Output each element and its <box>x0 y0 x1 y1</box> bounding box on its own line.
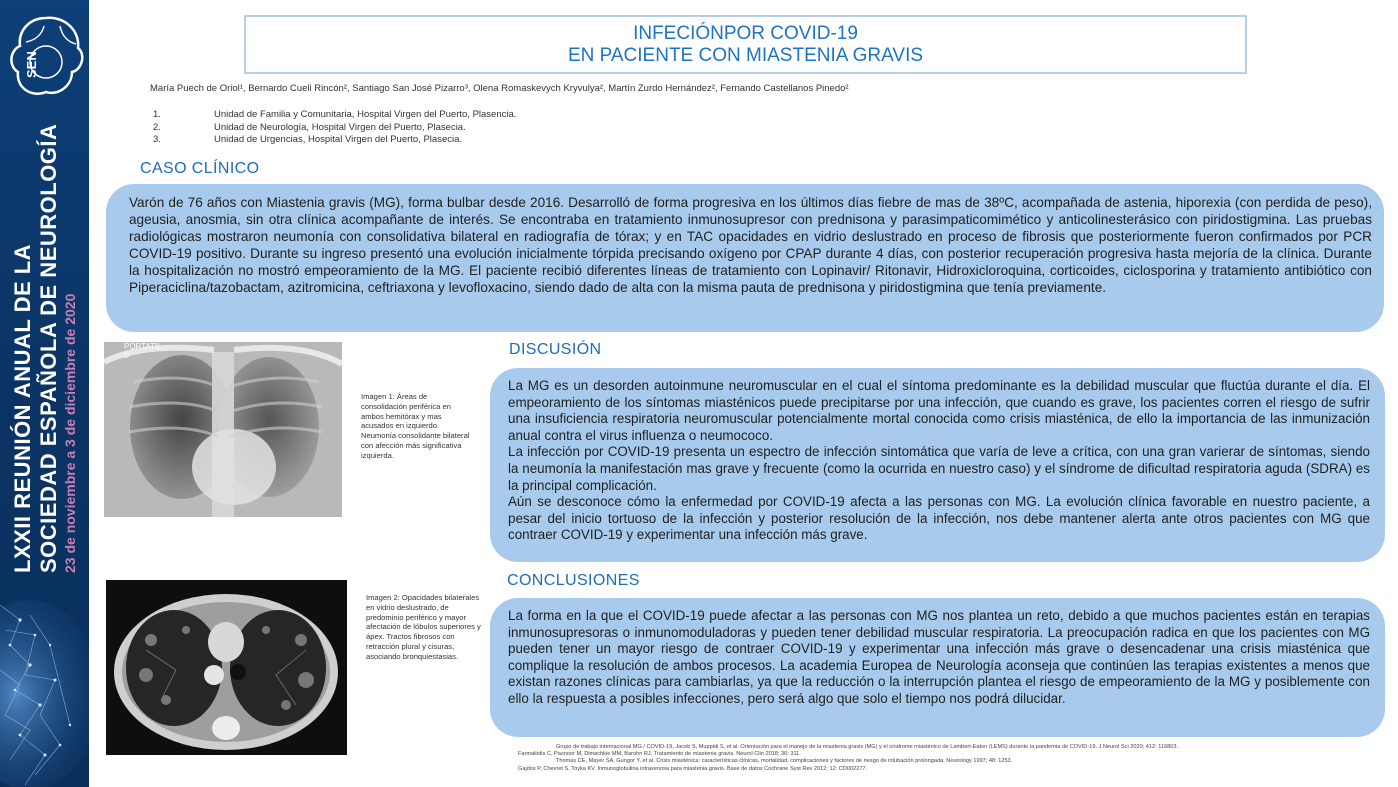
caso-clinico-box <box>106 184 1384 332</box>
caso-clinico-text: Varón de 76 años con Miastenia gravis (MG), forma bulbar desde 2016. Desarrolló de forma progresiva en los últimos días fiebre de mas de 38ºC, acompañada de astenia, hiporexia (con perdida de peso), ageusia, anosmia, sin otra clínica acompañante de interés. Se encontraba en tratamiento inmunosupresor con prednisona y parasimpaticomimético y anticolinesterásico con piridostigmina. Las pruebas radiológicas mostraron neumonía con consolidativa bilateral en radiografía de tórax; y en TAC opacidades en vidrio deslustrado en proceso de fibrosis que posteriormente fueron confirmados por PCR COVID-19 positivo. Durante su ingreso presentó una evolución inicialmente tórpida precisando oxígeno por CPAP durante 4 días, con posterior recuperación progresiva hasta mejoría de la clínica. Durante la hospitalización no mostró empeoramiento de la MG. El paciente recibió diferentes líneas de tratamiento con Lopinavir/ Ritonavir, Hidroxicloroquina, corticoides, ciclosporina y tratamiento antibiótico con Piperaciclina/tazobactam, azitromicina, ceftriaxona y levofloxacino, siendo dado de alta con la misma pauta de prednisona y piridostigmina que tenía previamente. <box>129 195 1372 295</box>
discusion-paragraph-1: La MG es un desorden autoinmune neuromuscular en el cual el síntoma predominante es la debilidad muscular que fluctúa durante el día. El empeoramiento de los síntomas miasténicos puede precipitarse por una infección, que cuando es grave, los pacientes corren el riesgo de sufrir una insuficiencia respiratoria neuromuscular potencialmente mortal conocida como crisis miasténica, de ello la importancia de las inmunización anual contra el virus influenza o neumococo. <box>508 378 1370 443</box>
affiliation-3 <box>153 134 462 145</box>
sidebar <box>0 0 89 787</box>
sen-logo-icon <box>6 12 84 104</box>
xray-label-portatil: PORTATIL <box>124 342 162 351</box>
brain-network-decoration <box>0 585 89 787</box>
chest-ct-image <box>106 580 347 755</box>
title-line1: INFECIÓNPOR COVID-19 <box>633 23 858 44</box>
congress-dates: 23 de noviembre a 3 de diciembre de 2020 <box>62 293 78 573</box>
chest-xray-image <box>104 342 342 517</box>
authors: María Puech de Oriol¹, Bernardo Cueli Rincón², Santiago San José Pizarro³, Olena Romaskevych Kryvulya², Martín Zurdo Hernández², Fernando Castellanos Pinedo² <box>150 83 849 94</box>
conclusiones-box <box>490 598 1385 737</box>
caso-clinico-heading: CASO CLÍNICO <box>140 160 260 177</box>
conclusiones-heading: CONCLUSIONES <box>507 572 640 589</box>
image2-caption: Imagen 2: Opacidades bilaterales en vidrio deslustrado, de predominio periférico y mayor afectación de lóbulos superiores y ápex. Tractos fibrosos con retracción plural y cisuras, asociando bronquiestasias. <box>366 593 481 661</box>
affiliation-2 <box>153 122 466 133</box>
reference-item: Gajdos P, Chevret S, Toyka KV. Inmunoglobulina intravenosa para miastenia gravis. Base de datos Cochrane Syst Rev 2012; 12: CD002277. <box>518 765 868 772</box>
references <box>518 744 1178 773</box>
discusion-paragraph-3: Aún se desconoce cómo la enfermedad por COVID-19 afecta a las personas con MG. La evolución clínica favorable en nuestro paciente, a pesar del inicio tortuoso de la infección y posterior resolución de la infección, nos debe mantener alerta ante otros pacientes con MG que contraer COVID-19 y experimentar una infección más grave. <box>508 494 1370 543</box>
conclusiones-text: La forma en la que el COVID-19 puede afectar a las personas con MG nos plantea un reto, debido a que muchos pacientes están en terapias inmunosupresoras o inmunomoduladoras y pueden tener debilidad muscular respiratoria. La preocupación radica en que los pacientes con MG pueden tener un mayor riesgo de contraer COVID-19 y experimentar una infección más grave o desencadenar una crisis miasténica que complique la resolución de ambos procesos. La academia Europea de Neurología aconseja que continúen las terapias existentes a menos que existan razones clínicas para cambiarlas, ya que la reducción o la interrupción plantea el riesgo de empeoramiento de la MG y posiblemente con ello la respuesta a posibles infecciones, pero será algo que solo el tiempo nos podrá dilucidar. <box>508 608 1370 706</box>
discusion-paragraph-2: La infección por COVID-19 presenta un espectro de infección sintomática que varía de leve a crítica, con una gran varierar de síntomas, siendo la neumonía la manifestación mas grave y frecuente (como la ocurrida en nuestro caso) y el síndrome de dificultad respiratoria aguda (SDRA) es la principal complicación. <box>508 444 1370 493</box>
poster-title <box>244 15 1247 74</box>
reference-item: Farmakidis C, Pasnoor M, Dimachkie MM, Barohn RJ. Tratamiento de miastenia gravis. Neurol Clin 2018; 36: 311. <box>518 751 801 758</box>
affiliation-num: 1. <box>153 109 161 120</box>
ct-drawing <box>106 580 347 755</box>
xray-drawing <box>104 342 342 517</box>
discusion-box <box>490 368 1385 562</box>
affiliation-1 <box>153 109 516 120</box>
affiliation-num: 3. <box>153 134 161 145</box>
reference-item: Grupo de trabajo internacional MG / COVID-19, Jacob S, Muppidi S, et al. Orientación para el manejo de la miastenia gravis (MG) y el síndrome miasténico de Lambert-Eaton (LEMS) durante la pandemia de COVID-19. J Neurol Sci 2020; 412: 116803. <box>556 744 1179 750</box>
congress-title-line1: LXXII REUNIÓN ANUAL DE LA <box>10 243 35 573</box>
affiliation-text: Unidad de Urgencias, Hospital Virgen del Puerto, Plasecia. <box>214 134 463 145</box>
image1-caption: Imagen 1: Áreas de consolidación periférica en ambos hemitórax y mas acusados en izquierdo. Neumonía consolidante bilateral con afección más significativa izquierda. <box>361 392 470 460</box>
xray-label-side: D <box>124 353 130 360</box>
affiliation-text: Unidad de Neurología, Hospital Virgen del Puerto, Plasecia. <box>214 122 466 133</box>
reference-item: Thomas CE, Mayer SA, Gungor Y, et al. Crisis miasténica: características clínicas, mortalidad, complicaciones y factores de riesgo de intubación prolongada. Neurology 1997; 48: 1253. <box>556 758 1013 765</box>
congress-title-line2: SOCIEDAD ESPAÑOLA DE NEUROLOGÍA <box>36 123 61 573</box>
affiliation-text: Unidad de Familia y Comunitaria, Hospital Virgen del Puerto, Plasencia. <box>214 109 517 120</box>
affiliation-num: 2. <box>153 122 161 133</box>
discusion-heading: DISCUSIÓN <box>509 341 602 358</box>
title-line2: EN PACIENTE CON MIASTENIA GRAVIS <box>567 45 924 66</box>
sen-logo-text: SEN <box>24 51 39 78</box>
